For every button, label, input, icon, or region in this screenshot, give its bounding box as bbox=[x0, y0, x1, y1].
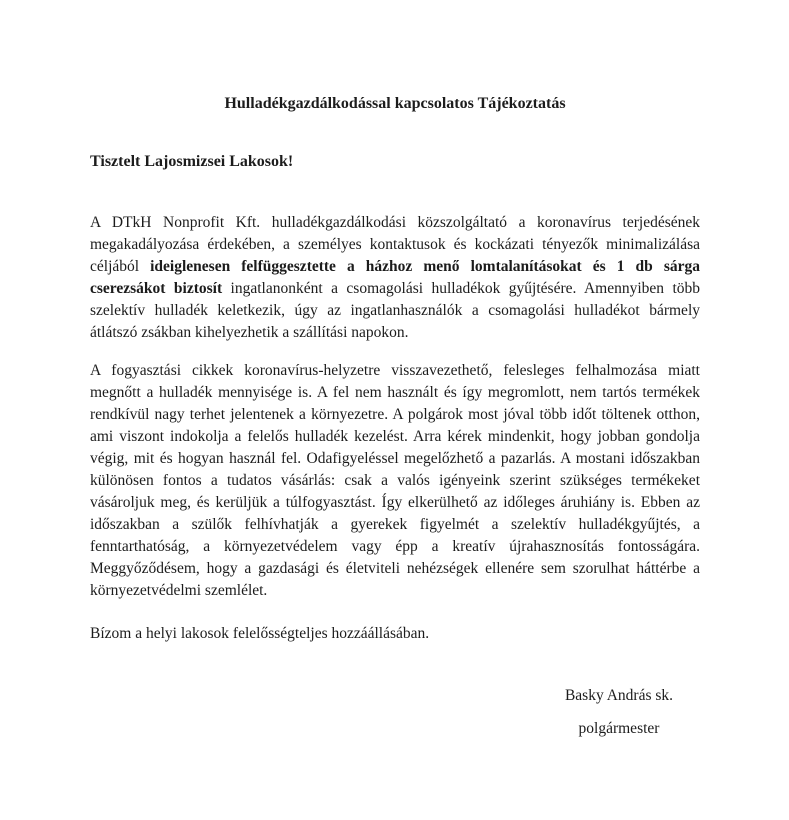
document-title: Hulladékgazdálkodással kapcsolatos Tájékoztatás bbox=[224, 95, 566, 112]
paragraph-1-text-before-bold: A DTkH Nonprofit Kft. hulladékgazdálkodási közszolgáltató a koronavírus terjedésének megakadályozása érdekében, a személyes kontaktusok és kockázati tényezők minimalizálása céljából bbox=[90, 214, 700, 275]
paragraph-1-bold-text: ideiglenesen felfüggesztette a házhoz menő lomtalanításokat és 1 db sárga cserezsákot biztosít bbox=[90, 258, 700, 297]
greeting-line: Tisztelt Lajosmizsei Lakosok! bbox=[90, 153, 294, 170]
signature-role: polgármester bbox=[578, 720, 660, 737]
paragraph-2: A fogyasztási cikkek koronavírus-helyzetre visszavezethető, felesleges felhalmozása miatt megnőtt a hulladék mennyisége is. A fel nem használt és így megromlott, nem tartós termékek rendkívül nagy terhet jelentenek a környezetre. A polgárok most jóval több időt töltenek otthon, ami viszont indokolja a felelős hulladék kezelést. Arra kérek mindenkit, hogy jobban gondolja végig, mit és hogyan használ fel. Odafigyeléssel megelőzhető a pazarlás. A mostani időszakban különösen fontos a tudatos vásárlás: csak a valós igényeink szerint szükséges termékeket vásároljuk meg, és kerüljük a túlfogyasztást. Így elkerülhető az időleges áruhiány is. Ebben az időszakban a szülők felhívhatják a gyerekek figyelmét a szelektív hulladékgyűjtés, a fenntarthatóság, a környezetvédelem vagy épp a kreatív újrahasznosítás fontosságára. Meggyőződésem, hogy a gazdasági és életviteli nehézségek ellenére sem szorulhat háttérbe a környezetvédelmi szemlélet. bbox=[90, 362, 700, 599]
signature-name: Basky András sk. bbox=[564, 687, 674, 704]
paragraph-1-text-after-bold: ingatlanonként a csomagolási hulladékok gyűjtésére. Amennyiben több szelektív hulladék keletkezik, úgy az ingatlanhasználók a csomagolási hulladékot bármely átlátszó zsákban kihelyezhetik a szállítási napokon. bbox=[90, 280, 700, 341]
closing-line: Bízom a helyi lakosok felelősségteljes hozzáállásában. bbox=[90, 625, 430, 642]
signature-block bbox=[480, 686, 758, 738]
paragraph-1 bbox=[90, 212, 700, 344]
